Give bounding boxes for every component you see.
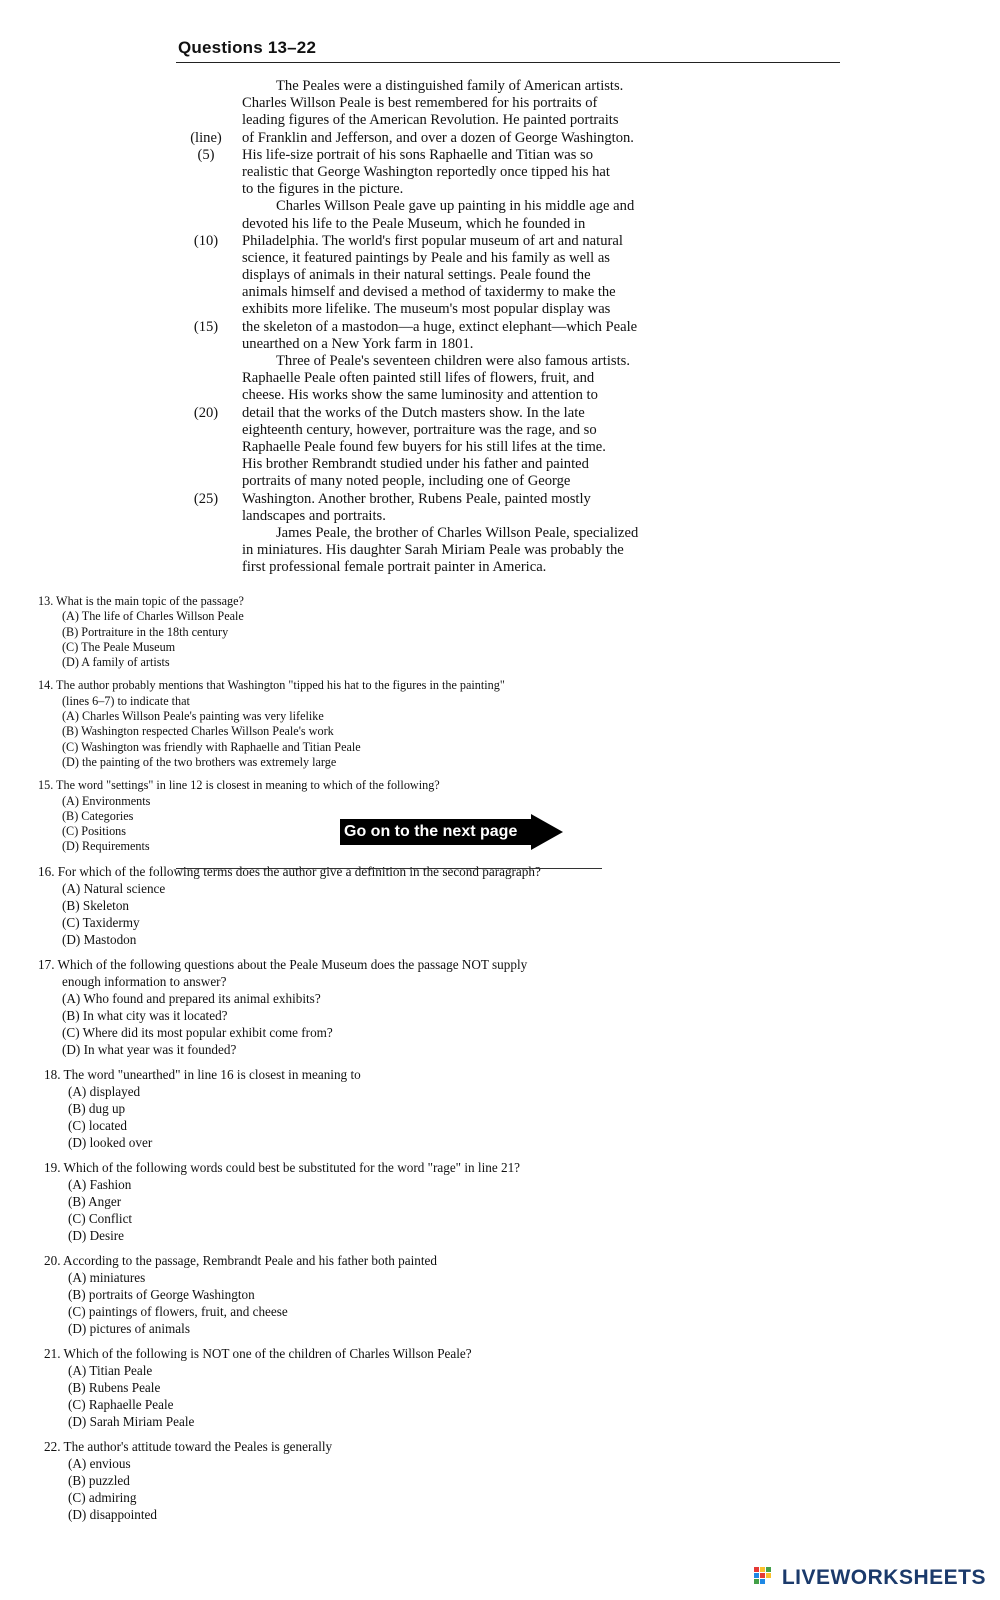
passage-line (170, 250, 810, 267)
passage-line (170, 130, 810, 147)
line-number (170, 267, 242, 284)
passage-text: portraits of many noted people, including one of George (242, 473, 571, 490)
line-number (170, 112, 242, 129)
passage-text: Charles Willson Peale gave up painting in his middle age and (276, 198, 635, 215)
line-number: (25) (193, 490, 219, 507)
answer-option: (D) pictures of animals (68, 1320, 190, 1336)
passage-line (170, 319, 810, 336)
passage-line (170, 405, 810, 422)
answer-option: (C) paintings of flowers, fruit, and cheese (68, 1303, 288, 1319)
passage-line (170, 267, 810, 284)
passage-line (170, 559, 810, 576)
answer-option: (D) In what year was it founded? (62, 1041, 237, 1057)
next-page-indicator (340, 814, 563, 850)
passage-line (170, 147, 810, 164)
line-number (170, 387, 242, 404)
brand-name: LIVEWORKSHEETS (781, 1566, 986, 1589)
line-number (170, 473, 242, 490)
passage-text: Washington. Another brother, Rubens Peale, painted mostly (242, 490, 591, 507)
next-page-label: Go on to the next page (340, 819, 531, 845)
passage-line (170, 542, 810, 559)
line-number (170, 525, 242, 542)
line-number (170, 370, 242, 387)
question-item (38, 1066, 658, 1151)
logo-square-red-2 (760, 1573, 765, 1578)
answer-option: (A) displayed (68, 1083, 141, 1099)
passage-text: leading figures of the American Revolution. He painted portraits (242, 112, 619, 129)
line-number (170, 559, 242, 576)
passage-line (170, 353, 810, 370)
question-stem: 20. According to the passage, Rembrandt Peale and his father both painted (44, 1252, 437, 1268)
answer-option: (C) admiring (68, 1489, 137, 1505)
question-stem: 22. The author's attitude toward the Peales is generally (44, 1438, 333, 1454)
passage-text: exhibits more lifelike. The museum's most popular display was (242, 301, 611, 318)
answer-option: (B) Washington respected Charles Willson Peale's work (62, 724, 334, 739)
answer-option: (B) Categories (62, 808, 134, 823)
question-stem: 15. The word "settings" in line 12 is closest in meaning to which of the following? (38, 778, 440, 793)
logo-square-red (754, 1567, 759, 1572)
passage-line (170, 112, 810, 129)
liveworksheets-brand (754, 1566, 986, 1590)
answer-option: (D) Sarah Miriam Peale (68, 1413, 195, 1429)
answer-option: (C) Positions (62, 824, 126, 839)
answer-option: (A) Titian Peale (68, 1362, 153, 1378)
line-number: (line) (190, 129, 222, 146)
answer-option: (A) Environments (62, 793, 151, 808)
answer-option: (B) Portraiture in the 18th century (62, 624, 229, 639)
logo-square-green-2 (754, 1579, 759, 1584)
passage-text: Raphaelle Peale found few buyers for his still lifes at the time. (242, 438, 606, 455)
passage-text: landscapes and portraits. (242, 507, 386, 524)
passage-text: in miniatures. His daughter Sarah Miriam Peale was probably the (242, 542, 624, 559)
passage-text: James Peale, the brother of Charles Willson Peale, specialized (276, 524, 639, 541)
logo-square-green (766, 1567, 771, 1572)
answer-option: (D) Desire (68, 1227, 125, 1243)
logo-square-yellow (760, 1567, 765, 1572)
passage-text: devoted his life to the Peale Museum, which he founded in (242, 215, 586, 232)
answer-option: (A) miniatures (68, 1269, 146, 1285)
answer-option: (D) looked over (68, 1134, 153, 1150)
passage-line (170, 233, 810, 250)
question-item (38, 956, 658, 1058)
passage-line (170, 284, 810, 301)
line-number (170, 301, 242, 318)
line-number (170, 336, 242, 353)
passage-text: eighteenth century, however, portraiture was the rage, and so (242, 421, 597, 438)
line-number (170, 353, 242, 370)
answer-option: (A) envious (68, 1455, 131, 1471)
line-number (170, 250, 242, 267)
page-title: Questions 13–22 (178, 38, 317, 57)
passage-text: displays of animals in their natural settings. Peale found the (242, 267, 591, 284)
passage-text: unearthed on a New York farm in 1801. (242, 335, 474, 352)
passage-line (170, 95, 810, 112)
passage-text: detail that the works of the Dutch masters show. In the late (242, 404, 585, 421)
line-number: (20) (193, 404, 219, 421)
logo-square-blue-2 (760, 1579, 765, 1584)
passage-line (170, 370, 810, 387)
question-list (38, 594, 658, 1531)
line-number (170, 542, 242, 559)
liveworksheets-logo-icon (754, 1567, 776, 1589)
passage-text: The Peales were a distinguished family of American artists. (276, 78, 624, 94)
question-item (38, 594, 658, 670)
answer-option: (C) located (68, 1117, 127, 1133)
passage-text: His brother Rembrandt studied under his father and painted (242, 456, 589, 473)
answer-option: (C) Raphaelle Peale (68, 1396, 174, 1412)
question-stem: (lines 6–7) to indicate that (62, 693, 190, 708)
answer-option: (B) Rubens Peale (68, 1379, 161, 1395)
question-stem: 17. Which of the following questions about the Peale Museum does the passage NOT supply (38, 956, 528, 972)
passage-line (170, 198, 810, 215)
answer-option: (B) portraits of George Washington (68, 1286, 255, 1302)
answer-option: (C) Washington was friendly with Raphaelle and Titian Peale (62, 739, 361, 754)
passage-line (170, 473, 810, 490)
answer-option: (C) Conflict (68, 1210, 133, 1226)
question-stem: 21. Which of the following is NOT one of the children of Charles Willson Peale? (44, 1345, 472, 1361)
passage-text: the skeleton of a mastodon—a huge, extinct elephant—which Peale (242, 318, 638, 335)
question-item (38, 1159, 658, 1244)
arrow-right-icon (531, 814, 563, 850)
answer-option: (B) dug up (68, 1100, 126, 1116)
passage-line (170, 164, 810, 181)
passage-text: first professional female portrait painter in America. (242, 559, 547, 576)
passage-text: of Franklin and Jefferson, and over a dozen of George Washington. (242, 129, 634, 146)
answer-option: (D) Mastodon (62, 931, 137, 947)
passage-line (170, 78, 810, 95)
line-number (170, 508, 242, 525)
page-break-divider (176, 868, 602, 869)
question-stem: 14. The author probably mentions that Washington "tipped his hat to the figures in the painting" (38, 678, 505, 693)
question-stem: 16. For which of the following terms does the author give a definition in the second paragraph? (38, 863, 541, 879)
question-item (38, 1438, 658, 1523)
passage-text: science, it featured paintings by Peale and his family as well as (242, 249, 610, 266)
passage-line (170, 439, 810, 456)
line-number (170, 95, 242, 112)
passage-line (170, 301, 810, 318)
line-number: (10) (193, 232, 219, 249)
passage-line (170, 491, 810, 508)
passage-line (170, 422, 810, 439)
line-number (170, 422, 242, 439)
passage-text: realistic that George Washington reportedly once tipped his hat (242, 163, 610, 180)
passage-text: cheese. His works show the same luminosity and attention to (242, 387, 598, 404)
passage-text: animals himself and devised a method of taxidermy to make the (242, 284, 616, 301)
answer-option: (B) Skeleton (62, 897, 130, 913)
answer-option: (B) puzzled (68, 1472, 130, 1488)
logo-square-blue (754, 1573, 759, 1578)
header-divider (176, 62, 840, 63)
passage-line (170, 456, 810, 473)
line-number (170, 164, 242, 181)
line-number: (15) (193, 318, 219, 335)
question-item (38, 1252, 658, 1337)
question-stem: enough information to answer? (62, 973, 227, 989)
answer-option: (C) Where did its most popular exhibit come from? (62, 1024, 333, 1040)
answer-option: (D) the painting of the two brothers was extremely large (62, 754, 337, 769)
answer-option: (A) Fashion (68, 1176, 132, 1192)
passage-text: to the figures in the picture. (242, 181, 404, 198)
line-number (170, 439, 242, 456)
line-number (170, 284, 242, 301)
answer-option: (B) In what city was it located? (62, 1007, 228, 1023)
passage-text: Philadelphia. The world's first popular museum of art and natural (242, 232, 623, 249)
question-stem: 19. Which of the following words could best be substituted for the word "rage" in line 21? (44, 1159, 521, 1175)
line-number (170, 78, 242, 95)
passage-line (170, 508, 810, 525)
answer-option: (D) disappointed (68, 1506, 157, 1522)
answer-option: (B) Anger (68, 1193, 122, 1209)
passage-text: Charles Willson Peale is best remembered for his portraits of (242, 95, 598, 112)
question-stem: 13. What is the main topic of the passage? (38, 594, 244, 608)
line-number (170, 181, 242, 198)
passage-line (170, 387, 810, 404)
logo-square-yellow-2 (766, 1573, 771, 1578)
question-item (38, 863, 658, 948)
answer-option: (A) Natural science (62, 880, 166, 896)
passage-text: His life-size portrait of his sons Raphaelle and Titian was so (242, 146, 594, 163)
line-number (170, 198, 242, 215)
answer-option: (D) A family of artists (62, 655, 170, 670)
answer-option: (A) Charles Willson Peale's painting was very lifelike (62, 709, 324, 724)
reading-passage (170, 78, 810, 576)
question-stem: 18. The word "unearthed" in line 16 is closest in meaning to (44, 1066, 361, 1082)
line-number: (5) (197, 146, 215, 163)
question-item (38, 678, 658, 770)
answer-option: (D) Requirements (62, 839, 150, 854)
answer-option: (A) Who found and prepared its animal exhibits? (62, 990, 321, 1006)
passage-line (170, 216, 810, 233)
answer-option: (C) Taxidermy (62, 914, 140, 930)
passage-line (170, 181, 810, 198)
passage-text: Three of Peale's seventeen children were also famous artists. (276, 353, 630, 369)
line-number (170, 456, 242, 473)
passage-line (170, 525, 810, 542)
answer-option: (C) The Peale Museum (62, 639, 176, 654)
answer-option: (A) The life of Charles Willson Peale (62, 609, 244, 624)
passage-line (170, 336, 810, 353)
line-number (170, 216, 242, 233)
passage-text: Raphaelle Peale often painted still lifes of flowers, fruit, and (242, 370, 595, 387)
question-item (38, 1345, 658, 1430)
